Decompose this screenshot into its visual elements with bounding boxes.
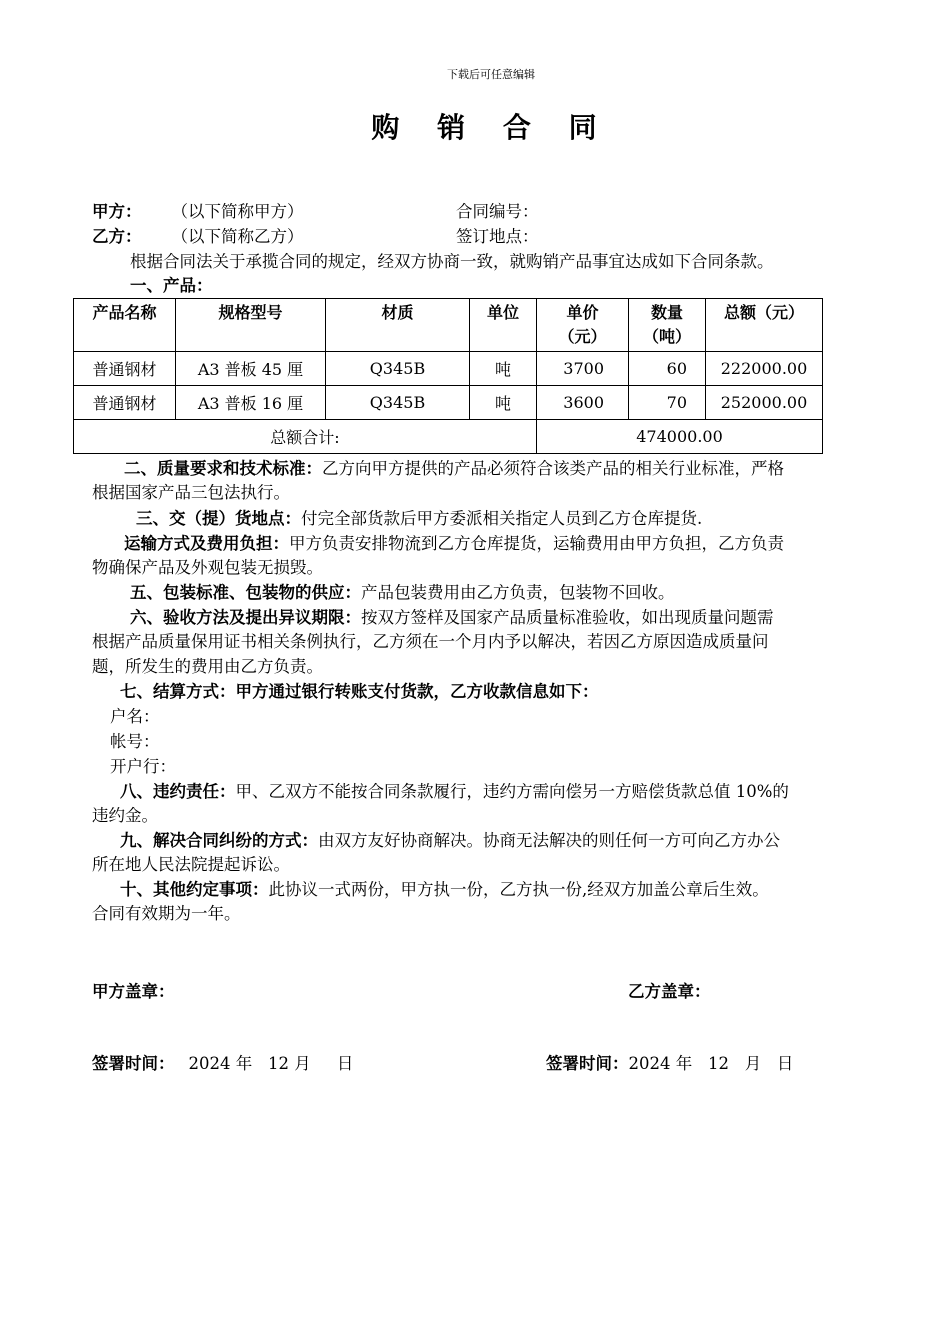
party-a-sign-label: 签署时间： (92, 1054, 175, 1073)
section-9-line-1 (120, 829, 780, 853)
cell-spec: A3 普板 45 厘 (176, 352, 326, 386)
party-b-label: 乙方： (92, 227, 142, 246)
cell-quantity: 60 (629, 352, 706, 386)
bank-account-name: 户名： (110, 707, 160, 726)
party-b-note: （以下简称乙方） (171, 227, 304, 246)
section-9-text-2: 所在地人民法院提起诉讼。 (92, 855, 290, 874)
cell-material: Q345B (326, 386, 470, 420)
cell-material: Q345B (326, 352, 470, 386)
bank-name: 开户行： (110, 757, 176, 776)
header-material: 材质 (326, 299, 470, 352)
section-2-title: 二、质量要求和技术标准： (124, 459, 322, 478)
header-unit-price-line1: 单价 (566, 303, 599, 322)
total-value: 474000.00 (537, 420, 823, 454)
section-2-line-1 (124, 457, 784, 481)
cell-unit-price: 3700 (537, 352, 629, 386)
cell-product-name: 普通钢材 (74, 386, 176, 420)
total-label: 总额合计: (74, 420, 537, 454)
section-3-text: 付完全部货款后甲方委派相关指定人员到乙方仓库提货. (301, 509, 703, 528)
section-6-line-1 (130, 606, 774, 630)
cell-quantity: 70 (629, 386, 706, 420)
section-5-line (130, 581, 675, 605)
product-table (73, 298, 823, 454)
header-spec: 规格型号 (176, 299, 326, 352)
header-unit-price (537, 299, 629, 352)
table-total-row (74, 420, 823, 454)
cell-total: 222000.00 (706, 352, 823, 386)
section-6-text-1: 按双方签样及国家产品质量标准验收，如出现质量问题需 (361, 608, 774, 627)
party-a-seal-label: 甲方盖章： (92, 982, 175, 1001)
section-9-text-1: 由双方友好协商解决。协商无法解决的则任何一方可向乙方办公 (318, 831, 780, 850)
header-unit-price-line2: （元） (558, 327, 607, 346)
section-8-line-1 (120, 780, 789, 804)
section-10-title: 十、其他约定事项： (120, 880, 269, 899)
party-a-sign-date: 2024 年 12 月 日 (188, 1054, 354, 1073)
cell-product-name: 普通钢材 (74, 352, 176, 386)
header-unit: 单位 (470, 299, 537, 352)
header-product-name: 产品名称 (74, 299, 176, 352)
section-10-text-1: 此协议一式两份，甲方执一份，乙方执一份,经双方加盖公章后生效。 (268, 880, 769, 899)
section-8-title: 八、违约责任： (120, 782, 236, 801)
section-6-text-2: 根据产品质量保用证书相关条例执行，乙方须在一个月内予以解决，若因乙方原因造成质量问 (92, 632, 769, 651)
section-7-title: 七、结算方式：甲方通过银行转账支付货款，乙方收款信息如下： (120, 682, 599, 701)
party-b-sign-line (546, 1052, 793, 1076)
section-5-text: 产品包装费用由乙方负责，包装物不回收。 (361, 583, 675, 602)
section-10-text-2: 合同有效期为一年。 (92, 904, 241, 923)
signing-place-label: 签订地点： (456, 227, 539, 246)
party-b-sign-date: 2024 年 12 月 日 (628, 1054, 794, 1073)
cell-unit-price: 3600 (537, 386, 629, 420)
header-quantity-line2: （吨） (642, 327, 691, 346)
party-a-sign-line (92, 1052, 353, 1076)
cell-total: 252000.00 (706, 386, 823, 420)
intro-text: 根据合同法关于承揽合同的规定，经双方协商一致，就购销产品事宜达成如下合同条款。 (130, 252, 774, 271)
table-row (74, 352, 823, 386)
section-6-title: 六、验收方法及提出异议期限： (130, 608, 361, 627)
contract-number-label: 合同编号： (456, 202, 539, 221)
bank-account-number: 帐号： (110, 732, 160, 751)
cell-spec: A3 普板 16 厘 (176, 386, 326, 420)
party-b-sign-label: 签署时间： (546, 1054, 629, 1073)
header-quantity (629, 299, 706, 352)
transport-title: 运输方式及费用负担： (124, 534, 289, 553)
section-9-title: 九、解决合同纠纷的方式： (120, 831, 318, 850)
section-3-title: 三、交（提）货地点： (136, 509, 301, 528)
table-header-row (74, 299, 823, 352)
cell-unit: 吨 (470, 386, 537, 420)
section-8-text-1: 甲、乙双方不能按合同条款履行，违约方需向偿另一方赔偿货款总值 10%的 (235, 782, 789, 801)
transport-line-1 (124, 532, 784, 556)
party-b-line (92, 225, 304, 249)
party-a-line (92, 200, 304, 224)
table-row (74, 386, 823, 420)
section-6-text-3: 题，所发生的费用由乙方负责。 (92, 657, 323, 676)
section-8-text-2: 违约金。 (92, 806, 158, 825)
transport-text-1: 甲方负责安排物流到乙方仓库提货，运输费用由甲方负担，乙方负责 (289, 534, 784, 553)
section-5-title: 五、包装标准、包装物的供应： (130, 583, 361, 602)
header-total: 总额（元） (706, 299, 823, 352)
party-a-note: （以下简称甲方） (171, 202, 304, 221)
header-note: 下载后可任意编辑 (447, 68, 535, 81)
section-10-line-1 (120, 878, 769, 902)
section-1-title: 一、产品： (130, 276, 213, 295)
header-quantity-line1: 数量 (650, 303, 683, 322)
party-a-label: 甲方： (92, 202, 142, 221)
section-2-text-2: 根据国家产品三包法执行。 (92, 483, 290, 502)
section-3-line (136, 507, 702, 531)
section-2-text-1: 乙方向甲方提供的产品必须符合该类产品的相关行业标准，严格 (322, 459, 784, 478)
cell-unit: 吨 (470, 352, 537, 386)
transport-text-2: 物确保产品及外观包装无损毁。 (92, 558, 323, 577)
party-b-seal-label: 乙方盖章： (628, 982, 711, 1001)
document-title: 购 销 合 同 (371, 111, 611, 144)
